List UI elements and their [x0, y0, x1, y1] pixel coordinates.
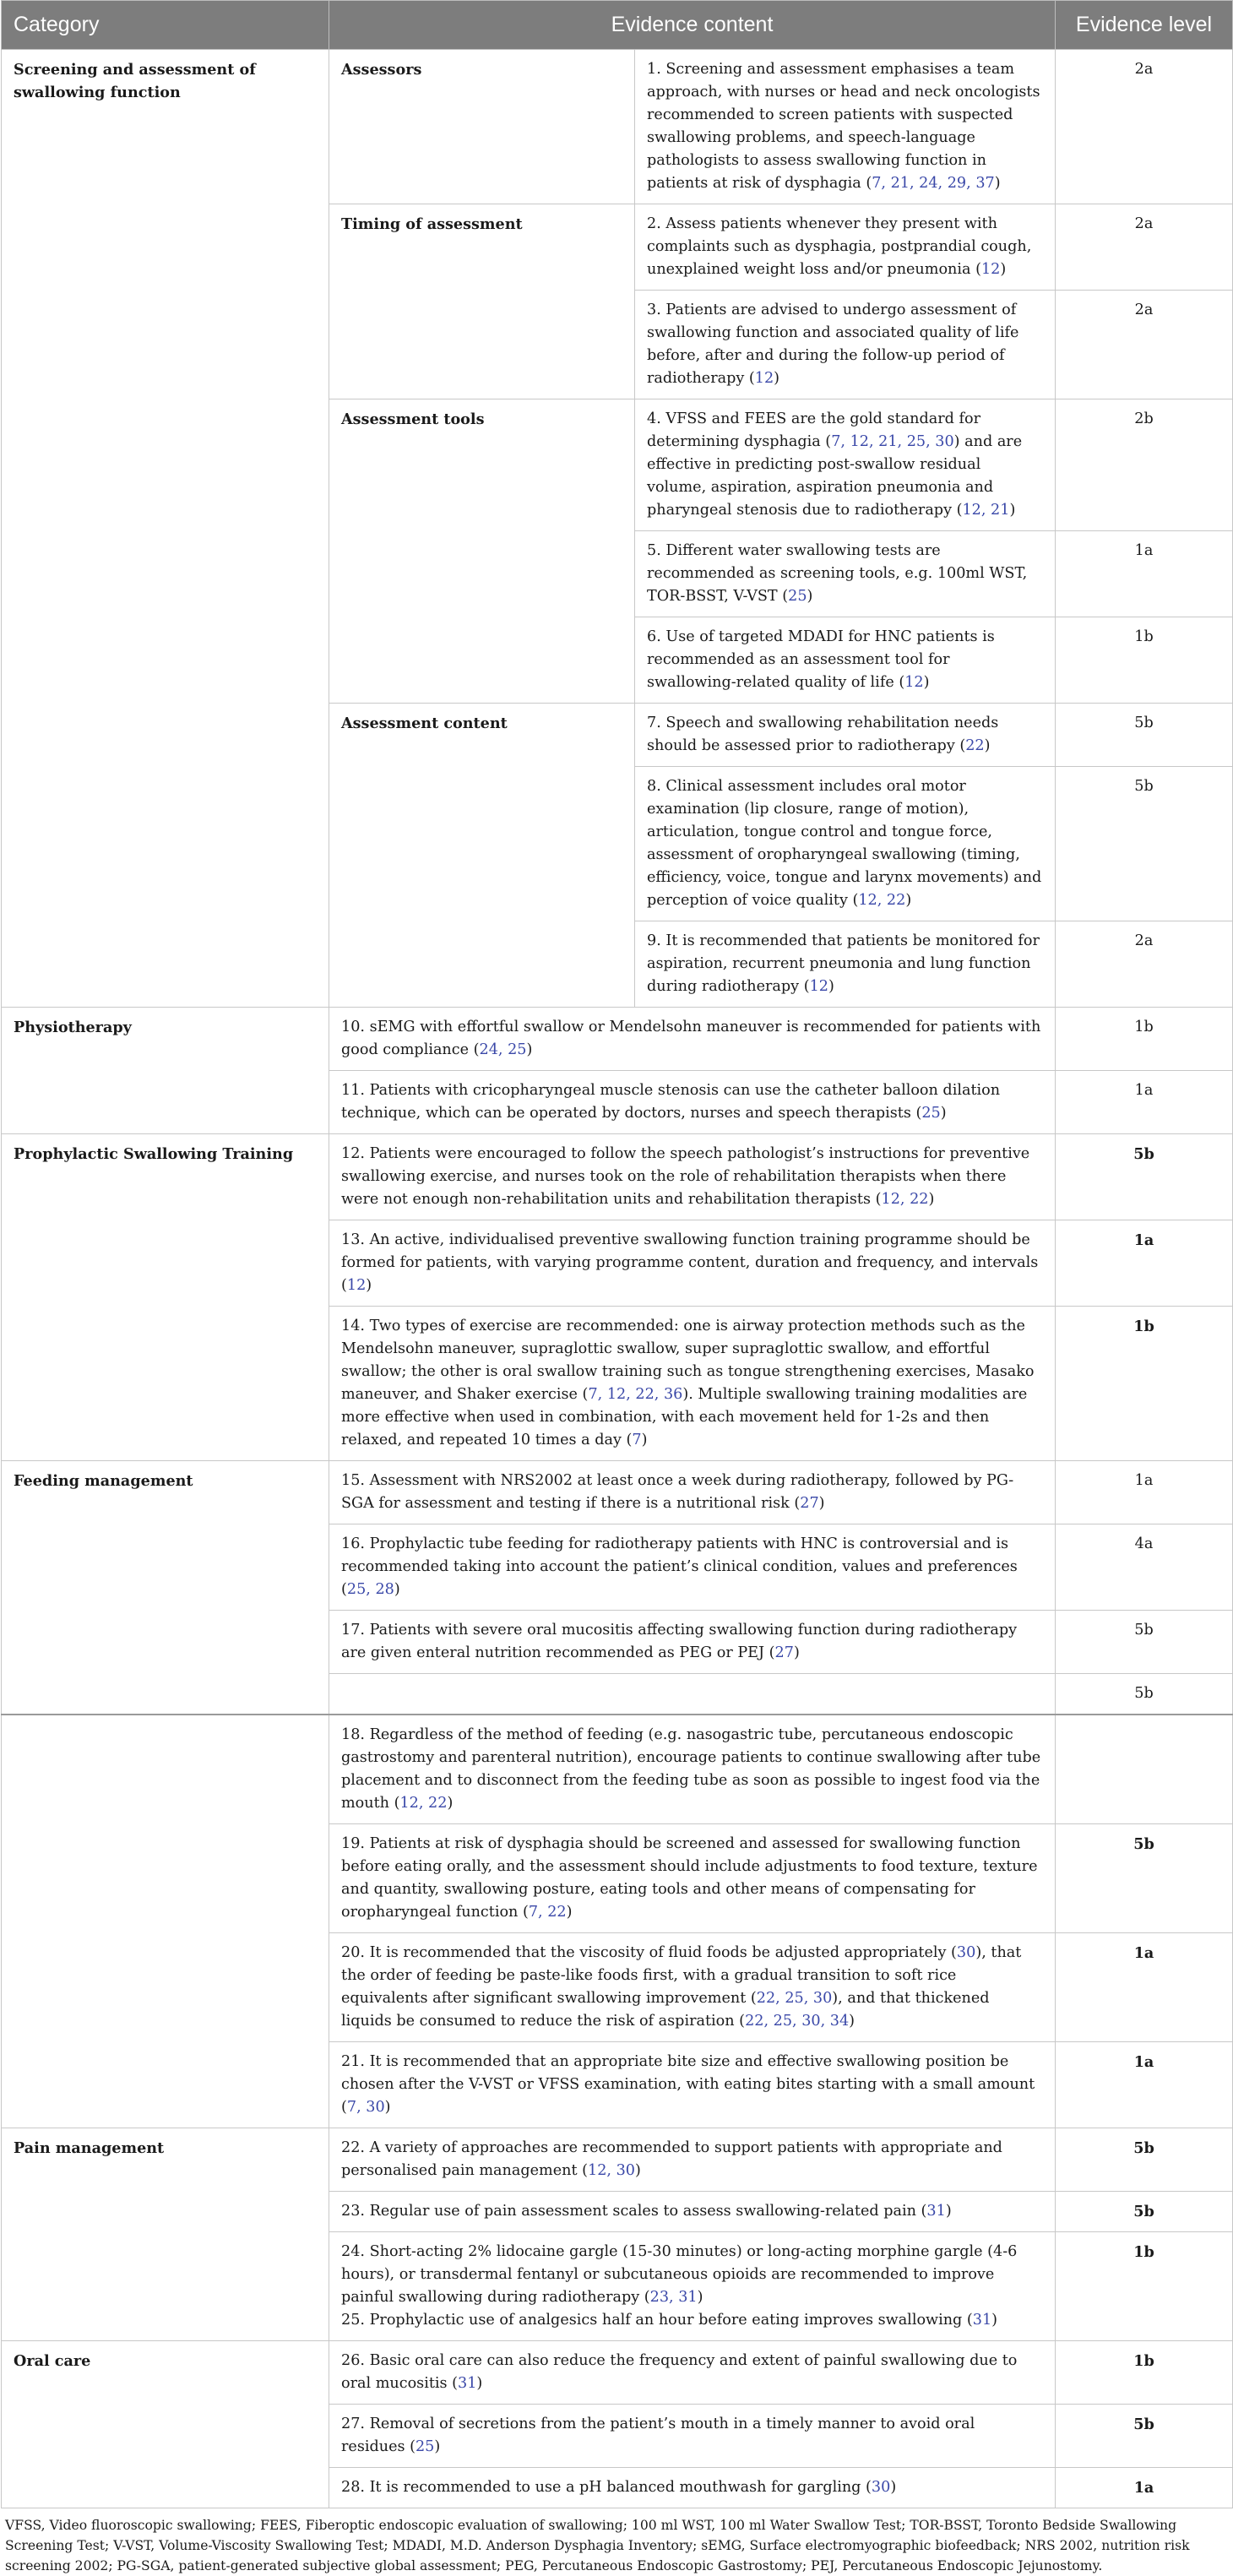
reference-link[interactable]: 25: [921, 1105, 941, 1122]
reference-link[interactable]: 27: [800, 1495, 819, 1512]
evidence-level: 2a: [1056, 291, 1233, 399]
reference-link[interactable]: 22, 25, 30: [756, 1990, 833, 2007]
subcategory-tools: Assessment tools: [329, 399, 635, 704]
reference-link[interactable]: 22: [965, 737, 985, 754]
evidence-level: 1a: [1056, 531, 1233, 617]
evidence-level: 5b: [1056, 2405, 1233, 2468]
evidence-item: 23. Regular use of pain assessment scales to assess swallowing-related pain (31): [329, 2192, 1056, 2232]
evidence-item: 4. VFSS and FEES are the gold standard for determining dysphagia (7, 12, 21, 25, 30) and are effective in predicting post-swallow residual volume, aspiration, aspiration pneumonia and pharyngeal stenosis due to radiotherapy (12, 21): [635, 399, 1056, 531]
evidence-item: 11. Patients with cricopharyngeal muscle stenosis can use the catheter balloon dilation technique, which can be operated by doctors, nurses and speech therapists (25): [329, 1071, 1056, 1134]
evidence-level: 2a: [1056, 50, 1233, 204]
evidence-level: 5b: [1056, 704, 1233, 767]
evidence-item: 12. Patients were encouraged to follow the speech pathologist’s instructions for preventive swallowing exercise, and nurses took on the role of rehabilitation therapists when there were not enough non-rehabilitation units and rehabilitation therapists (12, 22): [329, 1134, 1056, 1220]
reference-link[interactable]: 12: [754, 370, 774, 387]
evidence-item: 24. Short-acting 2% lidocaine gargle (15-30 minutes) or long-acting morphine gargle (4-6 hours), or transdermal fentanyl or subcutaneous opioids are recommended to improve painful swallowing during radiotherapy (23, 31) 25. Prophylactic use of analgesics half an hour before eating improves swallowing (31): [329, 2232, 1056, 2341]
category-oral-care: Oral care: [2, 2341, 329, 2508]
evidence-item: 22. A variety of approaches are recommended to support patients with appropriate and personalised pain management (12, 30): [329, 2128, 1056, 2192]
reference-link[interactable]: 12: [904, 674, 924, 691]
reference-link[interactable]: 12, 22: [858, 892, 906, 909]
category-empty: [2, 1715, 329, 2128]
evidence-item: 14. Two types of exercise are recommended: one is airway protection methods such as the Mendelsohn maneuver, supraglottic swallow, super supraglottic swallow, and effortful swallow; the other is oral swallow training such as tongue strengthening exercises, Masako maneuver, and Shaker exercise (7, 12, 22, 36). Multiple swallowing training modalities are more effective when used in combination, with each movement held for 1-2s and then relaxed, and repeated 10 times a day (7): [329, 1307, 1056, 1461]
reference-link[interactable]: 31: [926, 2203, 946, 2220]
reference-link[interactable]: 23, 31: [649, 2289, 698, 2306]
reference-link[interactable]: 30: [956, 1944, 976, 1961]
table-row: [2, 1461, 1233, 1524]
table-row: [2, 1008, 1233, 1071]
reference-link[interactable]: 7, 12, 21, 25, 30: [831, 433, 954, 450]
reference-link[interactable]: 7, 21, 24, 29, 37: [872, 175, 995, 192]
evidence-level: 1a: [1056, 1933, 1233, 2042]
table-row: [2, 2341, 1233, 2405]
evidence-level: 1b: [1056, 2341, 1233, 2405]
evidence-item: 13. An active, individualised preventive swallowing function training programme should be formed for patients, with varying programme content, duration and frequency, and intervals (12): [329, 1220, 1056, 1307]
subcategory-timing: Timing of assessment: [329, 204, 635, 399]
evidence-level: 5b: [1056, 2192, 1233, 2232]
evidence-level: 1a: [1056, 1461, 1233, 1524]
category-pain: Pain management: [2, 2128, 329, 2341]
evidence-item: 3. Patients are advised to undergo assessment of swallowing function and associated quality of life before, after and during the follow-up period of radiotherapy (12): [635, 291, 1056, 399]
reference-link[interactable]: 31: [972, 2312, 992, 2329]
category-feeding: Feeding management: [2, 1461, 329, 1715]
table-row: [2, 50, 1233, 204]
evidence-item: 18. Regardless of the method of feeding (e.g. nasogastric tube, percutaneous endoscopic gastrostomy and parenteral nutrition), encourage patients to continue swallowing after tube placement and to disconnect from the feeding tube as soon as possible to ingest food via the mouth (12, 22): [329, 1715, 1056, 1824]
evidence-level: 5b: [1056, 1134, 1233, 1220]
evidence-level: 1a: [1056, 1071, 1233, 1134]
category-prophylactic: Prophylactic Swallowing Training: [2, 1134, 329, 1461]
reference-link[interactable]: 12, 22: [881, 1191, 929, 1208]
reference-link[interactable]: 7, 30: [346, 2099, 385, 2116]
reference-link[interactable]: 12: [980, 261, 1001, 278]
subcategory-content: Assessment content: [329, 704, 635, 1008]
evidence-level: 2b: [1056, 399, 1233, 531]
evidence-item: 10. sEMG with effortful swallow or Mendelsohn maneuver is recommended for patients with good compliance (24, 25): [329, 1008, 1056, 1071]
reference-link[interactable]: 12, 30: [588, 2162, 635, 2179]
evidence-item: 20. It is recommended that the viscosity of fluid foods be adjusted appropriately (30), that the order of feeding be paste-like foods first, with a gradual transition to soft rice equivalents after significant swallowing improvement (22, 25, 30), and that thickened liquids be consumed to reduce the risk of aspiration (22, 25, 30, 34): [329, 1933, 1056, 2042]
evidence-item: 17. Patients with severe oral mucositis affecting swallowing function during radiotherapy are given enteral nutrition recommended as PEG or PEJ (27): [329, 1611, 1056, 1674]
table-row: [2, 1715, 1233, 1824]
evidence-level: 1b: [1056, 617, 1233, 704]
reference-link[interactable]: 25: [415, 2438, 435, 2455]
evidence-item: 21. It is recommended that an appropriate bite size and effective swallowing position be chosen after the V-VST or VFSS examination, with eating bites starting with a small amount (7, 30): [329, 2042, 1056, 2128]
subcategory-assessors: Assessors: [329, 50, 635, 204]
reference-link[interactable]: 24, 25: [479, 1041, 527, 1058]
evidence-level: 2a: [1056, 204, 1233, 291]
evidence-level: 1a: [1056, 1220, 1233, 1307]
header-category: Category: [2, 1, 329, 50]
category-screening: Screening and assessment of swallowing function: [2, 50, 329, 1008]
reference-link[interactable]: 25, 28: [346, 1581, 394, 1598]
evidence-item: 26. Basic oral care can also reduce the frequency and extent of painful swallowing due to oral mucositis (31): [329, 2341, 1056, 2405]
category-physiotherapy: Physiotherapy: [2, 1008, 329, 1134]
table-header: [2, 1, 1233, 50]
table-row: [2, 1134, 1233, 1220]
evidence-item: 15. Assessment with NRS2002 at least once a week during radiotherapy, followed by PG-SGA for assessment and testing if there is a nutritional risk (27): [329, 1461, 1056, 1524]
evidence-level: 1b: [1056, 1008, 1233, 1071]
evidence-level: 2a: [1056, 921, 1233, 1008]
reference-link[interactable]: 7, 12, 22, 36: [588, 1386, 683, 1403]
reference-link[interactable]: 12, 22: [399, 1795, 448, 1812]
evidence-item: 2. Assess patients whenever they present with complaints such as dysphagia, postprandial cough, unexplained weight loss and/or pneumonia (12): [635, 204, 1056, 291]
evidence-table: [1, 0, 1233, 2508]
evidence-item: 27. Removal of secretions from the patient’s mouth in a timely manner to avoid oral residues (25): [329, 2405, 1056, 2468]
evidence-item: 6. Use of targeted MDADI for HNC patients is recommended as an assessment tool for swallowing-related quality of life (12): [635, 617, 1056, 704]
table-row: [2, 2128, 1233, 2192]
evidence-level: [1056, 1715, 1233, 1824]
evidence-item-empty: [329, 1674, 1056, 1715]
reference-link[interactable]: 27: [774, 1644, 794, 1661]
evidence-level: 5b: [1056, 1611, 1233, 1674]
reference-link[interactable]: 7: [632, 1432, 642, 1448]
evidence-level: 5b: [1056, 1824, 1233, 1933]
evidence-level: 1b: [1056, 1307, 1233, 1461]
evidence-item: 8. Clinical assessment includes oral motor examination (lip closure, range of motion), articulation, tongue control and tongue force, assessment of oropharyngeal swallowing (timing, efficiency, voice, tongue and larynx movements) and perception of voice quality (12, 22): [635, 767, 1056, 921]
evidence-item: 7. Speech and swallowing rehabilitation needs should be assessed prior to radiotherapy (22): [635, 704, 1056, 767]
reference-link[interactable]: 7, 22: [528, 1904, 567, 1921]
evidence-level: 1a: [1056, 2468, 1233, 2508]
evidence-level: 5b: [1056, 2128, 1233, 2192]
reference-link[interactable]: 12: [809, 978, 828, 995]
reference-link[interactable]: 25: [788, 588, 807, 605]
header-evidence-level: Evidence level: [1056, 1, 1233, 50]
evidence-item: 19. Patients at risk of dysphagia should be screened and assessed for swallowing function before eating orally, and the assessment should include adjustments to food texture, texture and quantity, swallowing posture, eating tools and other means of compensating for oropharyngeal function (7, 22): [329, 1824, 1056, 1933]
reference-link[interactable]: 12, 21: [962, 502, 1010, 519]
reference-link[interactable]: 12: [346, 1277, 367, 1294]
evidence-item: 28. It is recommended to use a pH balanced mouthwash for gargling (30): [329, 2468, 1056, 2508]
evidence-level: 5b: [1056, 1674, 1233, 1715]
table-footnote: VFSS, Video fluoroscopic swallowing; FEES, Fiberoptic endoscopic evaluation of swallowing; 100 ml WST, 100 ml Water Swallow Test; TOR-BSST, Toronto Bedside Swallowing Screening Test; V-VST, Volume-Viscosity Swallowing Test; MDADI, M.D. Anderson Dysphagia Inventory; sEMG, Surface electromyographic biofeedback; NRS 2002, nutrition risk screening 2002; PG-SGA, patient-generated subjective global assessment; PEG, Percutaneous Endoscopic Gastrostomy; PEJ, Percutaneous Endoscopic Jejunostomy.: [5, 2518, 1190, 2573]
header-evidence-content: Evidence content: [329, 1, 1056, 50]
evidence-item: 16. Prophylactic tube feeding for radiotherapy patients with HNC is controversial and is recommended taking into account the patient’s clinical condition, values and preferences (25, 28): [329, 1524, 1056, 1611]
evidence-item: 5. Different water swallowing tests are recommended as screening tools, e.g. 100ml WST, TOR-BSST, V-VST (25): [635, 531, 1056, 617]
evidence-item: 1. Screening and assessment emphasises a team approach, with nurses or head and neck oncologists recommended to screen patients with suspected swallowing problems, and speech-language pathologists to assess swallowing function in patients at risk of dysphagia (7, 21, 24, 29, 37): [635, 50, 1056, 204]
reference-link[interactable]: 31: [458, 2375, 477, 2392]
reference-link[interactable]: 30: [871, 2479, 891, 2496]
evidence-item: 9. It is recommended that patients be monitored for aspiration, recurrent pneumonia and lung function during radiotherapy (12): [635, 921, 1056, 1008]
evidence-level: 1a: [1056, 2042, 1233, 2128]
reference-link[interactable]: 22, 25, 30, 34: [745, 2013, 850, 2030]
evidence-level: 4a: [1056, 1524, 1233, 1611]
evidence-level: 1b: [1056, 2232, 1233, 2341]
evidence-level: 5b: [1056, 767, 1233, 921]
